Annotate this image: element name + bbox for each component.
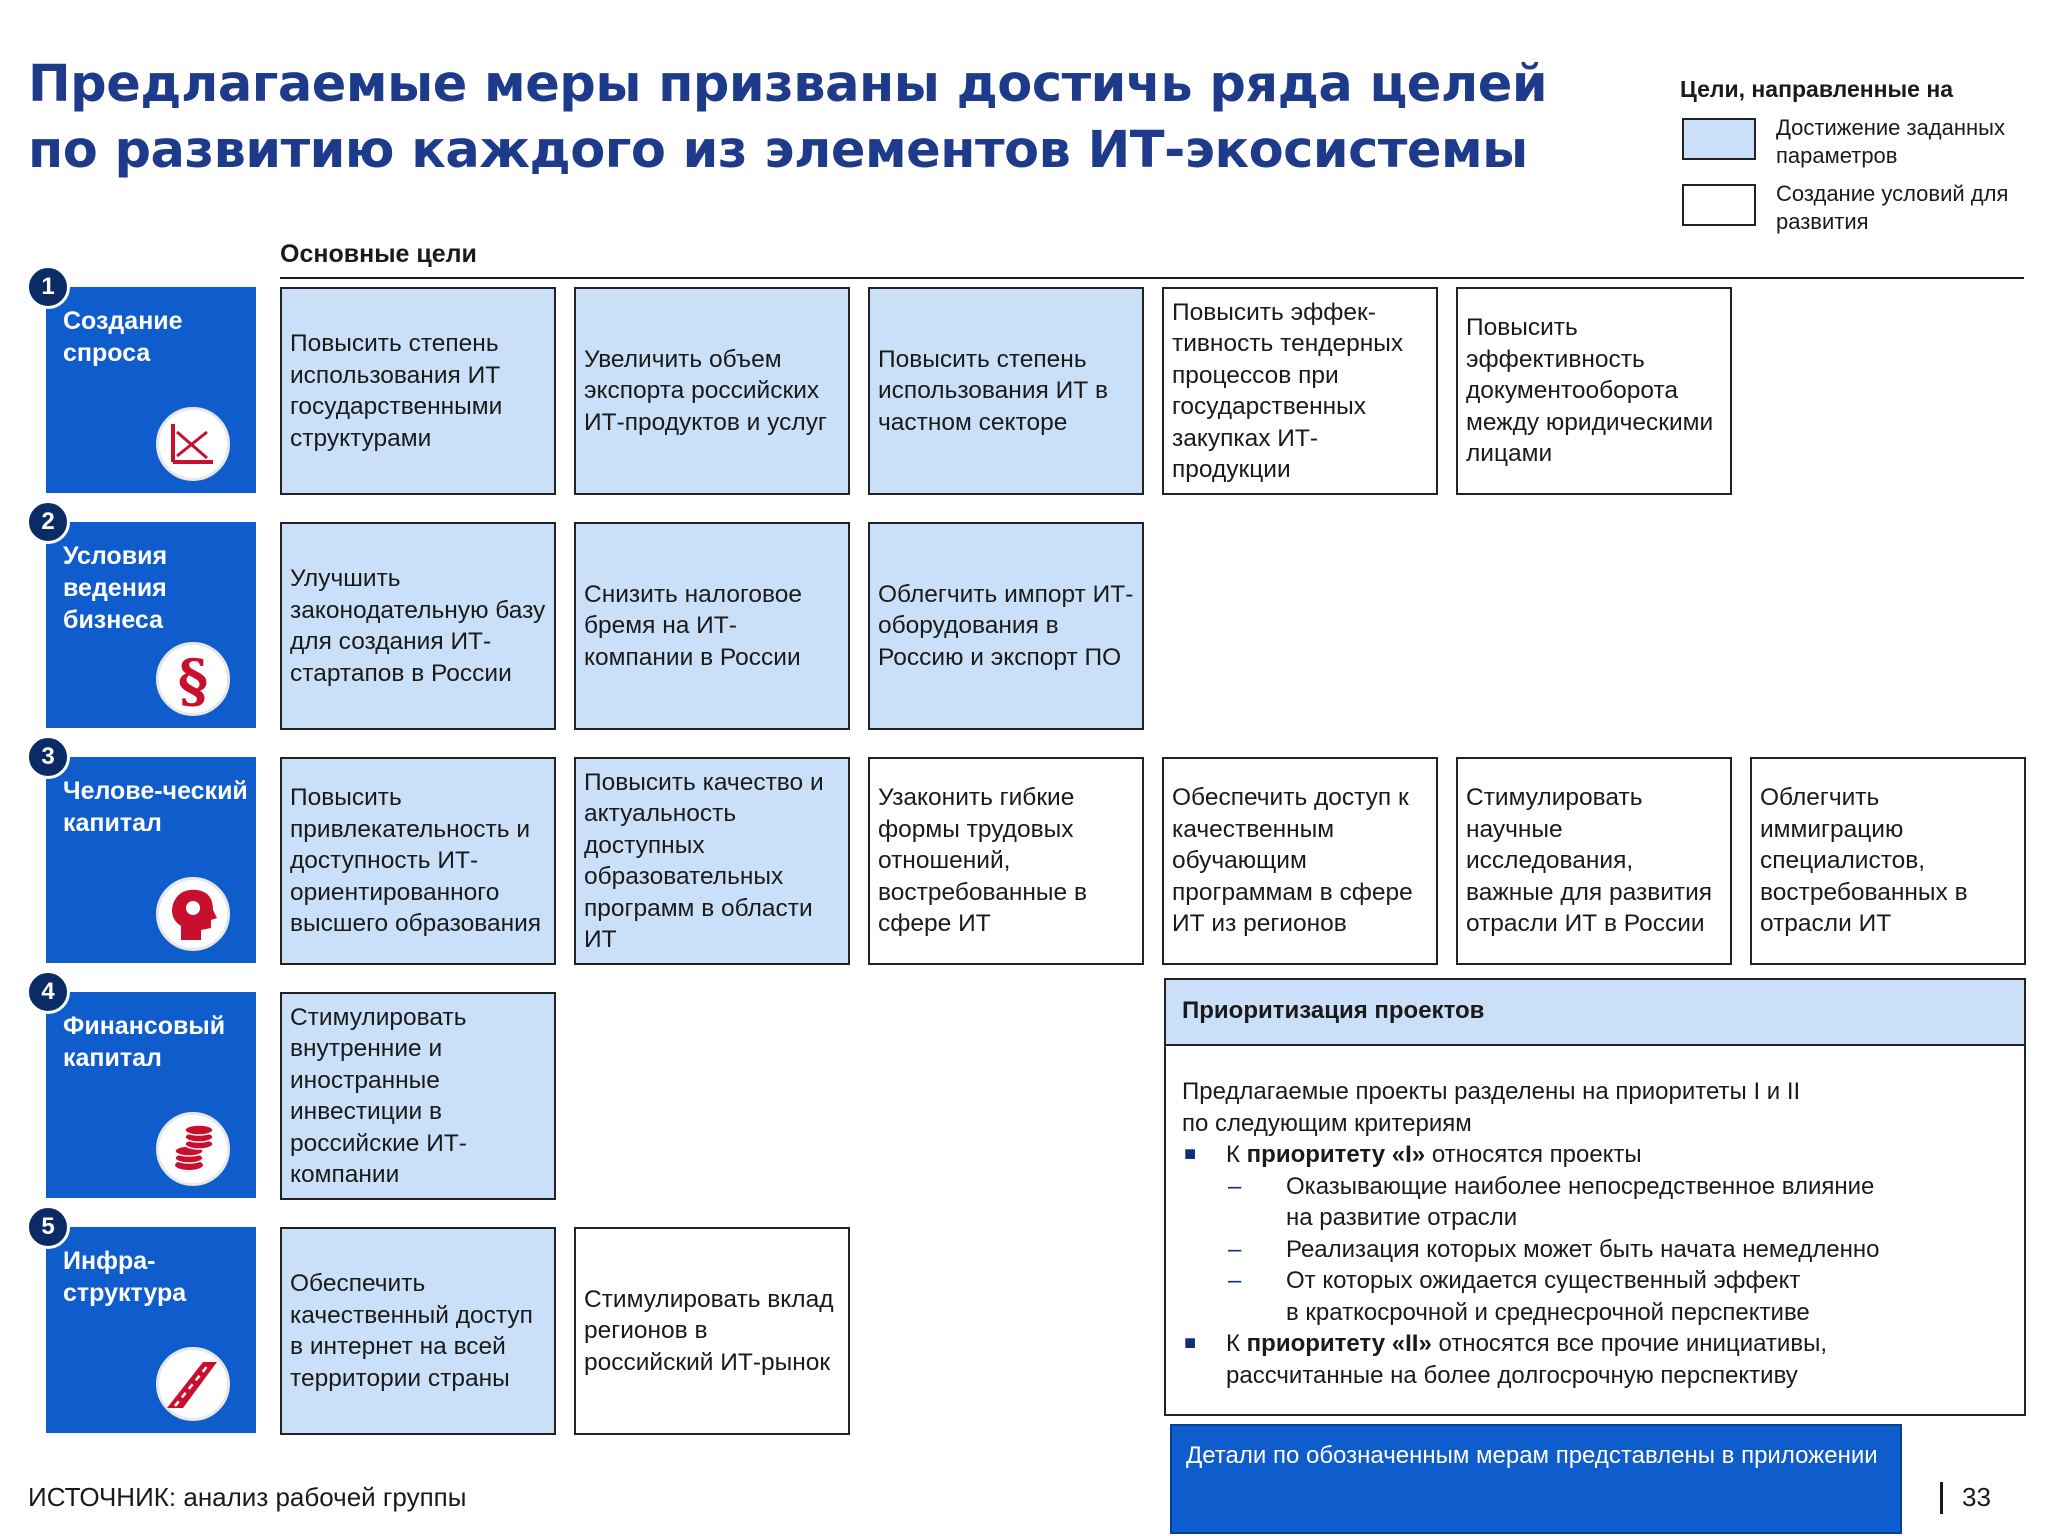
- goals-header-rule: [280, 277, 2024, 279]
- goal-text: Обеспечить качественный доступ в интернет на всей территории страны: [290, 1270, 533, 1392]
- prioritization-title: Приоритизация проектов: [1182, 997, 1485, 1024]
- svg-text:§: §: [177, 647, 209, 713]
- row-label-2: [41, 508, 256, 728]
- row-label-text: Финансовый капитал: [63, 1012, 226, 1072]
- prio-d2: Реализация которых может быть начата немедленно: [1286, 1235, 1880, 1263]
- prio-bullet-1: [1182, 1139, 2012, 1171]
- goal-text: Облегчить иммиграцию специалистов, востребованных в отрасли ИТ: [1760, 784, 1968, 938]
- prio-intro-1: Предлагаемые проекты разделены на приоритеты I и II: [1182, 1078, 1801, 1105]
- legend-title: Цели, направленные на: [1680, 76, 1954, 102]
- prio-d1a: Оказывающие наиболее непосредственное влияние: [1286, 1172, 1875, 1200]
- goal-text: Стимулировать научные исследования, важные для развития отрасли ИТ в России: [1466, 784, 1713, 938]
- bullet-icon: ■: [1184, 1143, 1197, 1165]
- title-line-2: по развитию каждого из элементов ИТ-экосистемы: [28, 121, 1528, 180]
- title-line-1: Предлагаемые меры призваны достичь ряда целей: [28, 55, 1548, 114]
- legend-swatch-blue: [1682, 118, 1756, 160]
- goal-box: [574, 1227, 850, 1435]
- goal-text: Повысить степень использования ИТ в частном секторе: [878, 345, 1108, 436]
- row-number-badge: 1: [26, 265, 70, 309]
- goal-text: Увеличить объем экспорта российских ИТ-продуктов и услуг: [584, 345, 827, 436]
- goal-text: Улучшить законодательную базу для создания ИТ-стартапов в России: [290, 565, 546, 687]
- dash-icon: –: [1228, 1267, 1242, 1294]
- bullet-icon: ■: [1184, 1332, 1197, 1354]
- goal-box: [280, 522, 556, 730]
- prio-b1-pre: К: [1226, 1141, 1247, 1168]
- goal-box: [1750, 757, 2026, 965]
- goal-box: [280, 992, 556, 1200]
- prio-intro-2: по следующим критериям: [1182, 1109, 1472, 1137]
- row-label-text: Челове-ческий капитал: [63, 777, 248, 837]
- prio-dash-1-cont: на развитие отрасли: [1286, 1204, 1518, 1231]
- prio-dash-1: [1182, 1171, 2012, 1203]
- prio-bullet-2: [1182, 1328, 2012, 1360]
- legend-text-white: Создание условий для развития: [1776, 181, 2009, 234]
- prio-dash-3-cont: в краткосрочной и среднесрочной перспективе: [1286, 1298, 1810, 1326]
- prio-b1-post: относятся проекты: [1425, 1141, 1642, 1168]
- goal-text: Повысить степень использования ИТ государственными структурами: [290, 330, 503, 452]
- goal-text: Повысить привлекательность и доступность ИТ-ориентированного высшего образования: [290, 784, 542, 938]
- legend-text-blue: Достижение заданных параметров: [1776, 115, 2005, 168]
- page-number: 33: [1962, 1482, 1991, 1512]
- goal-text: Облегчить импорт ИТ-оборудования в Россию и экспорт ПО: [878, 580, 1134, 671]
- prioritization-body: [1182, 1076, 2012, 1391]
- goal-text: Стимулировать внутренние и иностранные инвестиции в российские ИТ-компании: [290, 1003, 467, 1188]
- row-number-badge: 3: [26, 735, 70, 779]
- prio-b1-bold: приоритету «I»: [1246, 1141, 1426, 1168]
- source-note: ИСТОЧНИК: анализ рабочей группы: [28, 1482, 467, 1512]
- appendix-callout: Детали по обозначенным мерам представлены в приложении: [1170, 1424, 1902, 1534]
- row-label-4: [41, 978, 256, 1198]
- row-label-3: [41, 743, 256, 963]
- goal-text: Обеспечить доступ к качественным обучающим программам в сфере ИТ из регионов: [1172, 784, 1413, 938]
- goal-box: [1456, 757, 1732, 965]
- goals-header: Основные цели: [280, 240, 477, 268]
- row-label-text: Инфра-структура: [63, 1247, 187, 1307]
- goal-text: Повысить эффективность документооборота между юридическими лицами: [1466, 314, 1714, 468]
- paragraph-icon: [156, 642, 230, 716]
- head-icon: [156, 877, 230, 951]
- goal-box: [280, 1227, 556, 1435]
- legend-item-white: [1680, 180, 2040, 240]
- row-label-text: Создание спроса: [63, 307, 183, 367]
- prioritization-header: [1166, 980, 2024, 1046]
- prioritization-box: [1164, 978, 2026, 1416]
- row-number-badge: 4: [26, 970, 70, 1014]
- row-number-badge: 5: [26, 1205, 70, 1249]
- legend-swatch-white: [1682, 184, 1756, 226]
- goal-box: [574, 287, 850, 495]
- row-number-badge: 2: [26, 500, 70, 544]
- prio-b2-bold: приоритету «II»: [1246, 1330, 1432, 1357]
- goal-box: [1456, 287, 1732, 495]
- page-divider: [1940, 1482, 1943, 1514]
- legend: [1680, 76, 2040, 234]
- legend-item-blue: [1680, 114, 2040, 174]
- road-icon: [156, 1347, 230, 1421]
- goal-box: [280, 287, 556, 495]
- goal-text: Узаконить гибкие формы трудовых отношений, востребованные в сфере ИТ: [878, 784, 1087, 938]
- goal-box: [868, 287, 1144, 495]
- goal-text: Снизить налоговое бремя на ИТ-компании в России: [584, 580, 802, 671]
- goal-box: [868, 757, 1144, 965]
- page-title: [28, 52, 1548, 184]
- goal-box: [574, 757, 850, 965]
- prio-d3a: От которых ожидается существенный эффект: [1286, 1267, 1801, 1294]
- row-label-1: [41, 273, 256, 493]
- goal-text: Повысить качество и актуальность доступных образовательных программ в области ИТ: [584, 768, 824, 953]
- goal-text: Повысить эффек-тивность тендерных процессов при государственных закупках ИТ-продукции: [1172, 298, 1404, 483]
- row-label-5: [41, 1213, 256, 1433]
- dash-icon: –: [1228, 1172, 1242, 1200]
- prio-dash-3: [1182, 1265, 2012, 1297]
- goal-box: [1162, 287, 1438, 495]
- goal-box: [868, 522, 1144, 730]
- chart-icon: [156, 407, 230, 481]
- prio-b2-pre: К: [1226, 1330, 1247, 1357]
- prio-b2-post: относятся все прочие инициативы,: [1431, 1330, 1827, 1357]
- prio-dash-2: [1182, 1234, 2012, 1266]
- prio-bullet-2-cont: рассчитанные на более долгосрочную перспективу: [1226, 1361, 1798, 1389]
- goal-text: Стимулировать вклад регионов в российский ИТ-рынок: [584, 1285, 834, 1376]
- goal-box: [574, 522, 850, 730]
- row-label-text: Условия ведения бизнеса: [63, 542, 168, 634]
- coins-icon: [156, 1112, 230, 1186]
- goal-box: [280, 757, 556, 965]
- goal-box: [1162, 757, 1438, 965]
- dash-icon: –: [1228, 1235, 1242, 1263]
